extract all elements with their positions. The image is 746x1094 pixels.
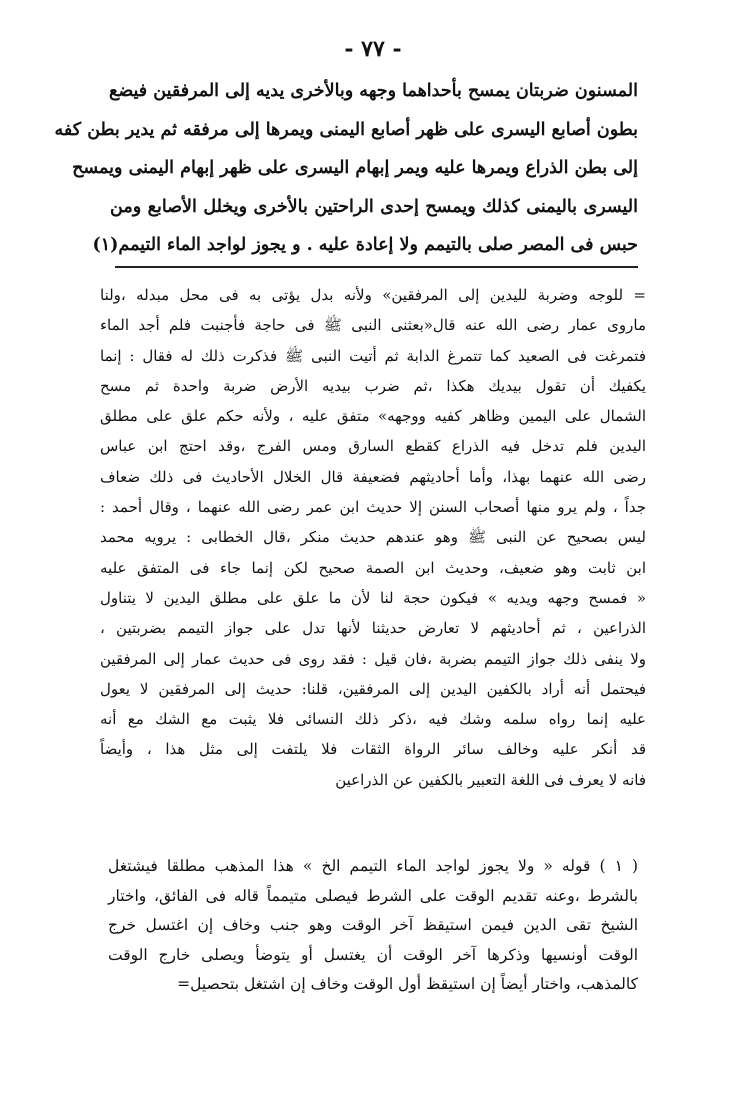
commentary-block — [100, 280, 646, 795]
commentary-line: فيحتمل أنه أراد بالكفين اليدين إلى المرفقين، قلنا: حديث إلى المرفقين لا يعول — [100, 679, 646, 698]
commentary-line: قد أنكر عليه وخالف سائر الرواة الثقات فلا يلتفت إلى مثل هذا ، وأيضاً — [100, 740, 646, 759]
main-text-line: اليسرى باليمنى كذلك ويمسح إحدى الراحتين بالأخرى ويخلل الأصابع ومن — [110, 196, 638, 217]
main-text-line: إلى بطن الذراع ويمرها عليه ويمر إبهام اليسرى على ظهر إبهام اليمنى ويمسح — [72, 158, 638, 178]
commentary-line: = للوجه وضربة لليدين إلى المرفقين» ولأنه بدل يؤتى به فى محل مبدله ،ولنا — [100, 286, 646, 304]
commentary-line: ابن ثابت وهو ضعيف، وحديث ابن الصمة صحيح لكن إنما جاء فى المتفق عليه — [100, 558, 646, 577]
commentary-line: يكفيك أن تقول بيديك هكذا ،ثم ضرب بيديه الأرض ضربة واحدة ثم مسح — [100, 376, 646, 395]
commentary-line: اليدين فلم تدخل فيه الذراع كقطع السارق ومس الفرج ،وقد احتج ابن عباس — [100, 437, 646, 456]
commentary-line: جداً ، ولم يرو منها أصحاب السنن إلا حديث ابن عمر رضى الله عنهما ، وقال أحمد : — [100, 498, 646, 517]
footnote-block — [108, 852, 638, 1000]
main-text-line: حبس فى المصر صلى بالتيمم ولا إعادة عليه . و يجوز لواجد الماء التيمم(١) — [92, 235, 638, 255]
footnote-line: الشيخ تقى الدين فيمن استيقظ آخر الوقت وهو جنب وخاف إن اغتسل خرج — [108, 916, 638, 934]
commentary-line: ليس بصحيح عن النبى ﷺ وهو عندهم حديث منكر ،قال الخطابى : يرويه محمد — [100, 528, 646, 547]
commentary-line: عليه إنما رواه سلمه وشك فيه ،ذكر ذلك النسائى فلا يثبت مع الشك مع أنه — [100, 710, 646, 729]
commentary-line: فتمرغت فى الصعيد كما تتمرغ الدابة ثم أتيت النبى ﷺ فذكرت ذلك له فقال : إنما — [100, 346, 646, 365]
footnote-line: كالمذهب، واختار أيضاً إن استيقظ أول الوقت وخاف إن اشتغل بتحصيل= — [177, 975, 638, 993]
footnote-line: بالشرط ،وعنه تقديم الوقت على الشرط فيصلى متيمماً قاله فى الفائق، واختار — [108, 886, 638, 905]
commentary-line: ماروى عمار رضى الله عنه قال«بعثنى النبى ﷺ فى حاجة فأجنبت فلم أجد الماء — [100, 316, 646, 335]
main-text-block — [54, 72, 638, 265]
main-text-line: المسنون ضربتان يمسح بأحداهما وجهه وبالأخرى يديه إلى المرفقين فيضع — [109, 81, 638, 101]
footnote-line: ( ١ ) قوله « ولا يجوز لواجد الماء التيمم الخ » هذا المذهب مطلقا فيشتغل — [108, 857, 638, 875]
section-divider — [115, 266, 638, 268]
commentary-line: ولا ينفى ذلك جواز التيمم بضربة ،فان قيل : فقد روى فى حديث عمار إلى المرفقين — [100, 649, 646, 668]
page-number: - ٧٧ - — [344, 36, 402, 62]
commentary-line: رضى الله عنهما بهذا، وأما أحاديثهم فضعيفة قال الخلال الأحاديث فى ذلك ضعاف — [100, 467, 646, 486]
commentary-line: الذراعين ، ثم أحاديثهم لا تعارض حديثنا لأنها تدل على جواز التيمم بضربتين ، — [100, 619, 646, 638]
commentary-line: فانه لا يعرف فى اللغة التعبير بالكفين عن الذراعين — [335, 770, 646, 789]
commentary-line: « فمسح وجهه ويديه » فيكون حجة لنا لأن ما علق على مطلق اليدين لا يتناول — [100, 588, 646, 607]
footnote-line: الوقت أونسيها وذكرها آخر الوقت أن يغتسل أو يتوضأ ويصلى خارج الوقت — [108, 945, 638, 964]
main-text-line: بطون أصابع اليسرى على ظهر أصابع اليمنى ويمرها إلى مرفقه ثم يدير بطن كفه — [54, 119, 638, 140]
commentary-line: الشمال على اليمين وظاهر كفيه ووجهه» متفق عليه ، ولأنه حكم علق على مطلق — [100, 407, 646, 426]
